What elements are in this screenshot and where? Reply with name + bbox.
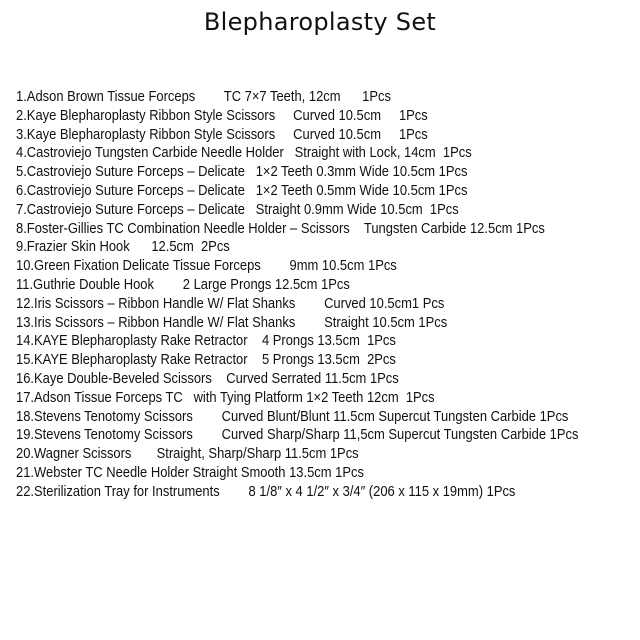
list-item: 9.Frazier Skin Hook 12.5cm 2Pcs — [16, 239, 230, 256]
list-item: 20.Wagner Scissors Straight, Sharp/Sharp 11.5cm 1Pcs — [16, 446, 359, 463]
list-item: 3.Kaye Blepharoplasty Ribbon Style Scissors Curved 10.5cm 1Pcs — [16, 126, 428, 143]
list-item: 21.Webster TC Needle Holder Straight Smooth 13.5cm 1Pcs — [16, 464, 364, 481]
list-item: 2.Kaye Blepharoplasty Ribbon Style Scissors Curved 10.5cm 1Pcs — [16, 107, 428, 124]
list-item: 5.Castroviejo Suture Forceps – Delicate 1×2 Teeth 0.3mm Wide 10.5cm 1Pcs — [16, 164, 468, 181]
list-item: 16.Kaye Double-Beveled Scissors Curved Serrated 11.5cm 1Pcs — [16, 370, 399, 387]
list-item: 14.KAYE Blepharoplasty Rake Retractor 4 Prongs 13.5cm 1Pcs — [16, 333, 396, 350]
list-item: 7.Castroviejo Suture Forceps – Delicate Straight 0.9mm Wide 10.5cm 1Pcs — [16, 201, 459, 218]
list-item: 19.Stevens Tenotomy Scissors Curved Sharp/Sharp 11,5cm Supercut Tungsten Carbide 1Pcs — [16, 427, 579, 444]
list-item: 11.Guthrie Double Hook 2 Large Prongs 12.5cm 1Pcs — [16, 276, 350, 293]
list-item: 4.Castroviejo Tungsten Carbide Needle Holder Straight with Lock, 14cm 1Pcs — [16, 145, 472, 162]
list-item: 13.Iris Scissors – Ribbon Handle W/ Flat Shanks Straight 10.5cm 1Pcs — [16, 314, 448, 331]
list-item: 22.Sterilization Tray for Instruments 8 1/8″ x 4 1/2″ x 3/4″ (206 x 115 x 19mm) 1Pcs — [16, 483, 516, 500]
list-item: 1.Adson Brown Tissue Forceps TC 7×7 Teeth, 12cm 1Pcs — [16, 89, 391, 105]
list-item: 12.Iris Scissors – Ribbon Handle W/ Flat Shanks Curved 10.5cm1 Pcs — [16, 295, 445, 312]
list-item: 10.Green Fixation Delicate Tissue Forceps 9mm 10.5cm 1Pcs — [16, 258, 397, 275]
list-item: 15.KAYE Blepharoplasty Rake Retractor 5 Prongs 13.5cm 2Pcs — [16, 352, 396, 369]
list-item: 17.Adson Tissue Forceps TC with Tying Platform 1×2 Teeth 12cm 1Pcs — [16, 389, 435, 406]
list-item: 8.Foster-Gillies TC Combination Needle Holder – Scissors Tungsten Carbide 12.5cm 1Pcs — [16, 220, 545, 237]
instrument-list — [16, 88, 578, 502]
list-item: 6.Castroviejo Suture Forceps – Delicate 1×2 Teeth 0.5mm Wide 10.5cm 1Pcs — [16, 182, 468, 199]
page-title: Blepharoplasty Set — [203, 8, 437, 36]
list-item: 18.Stevens Tenotomy Scissors Curved Blunt/Blunt 11.5cm Supercut Tungsten Carbide 1Pcs — [16, 408, 569, 425]
